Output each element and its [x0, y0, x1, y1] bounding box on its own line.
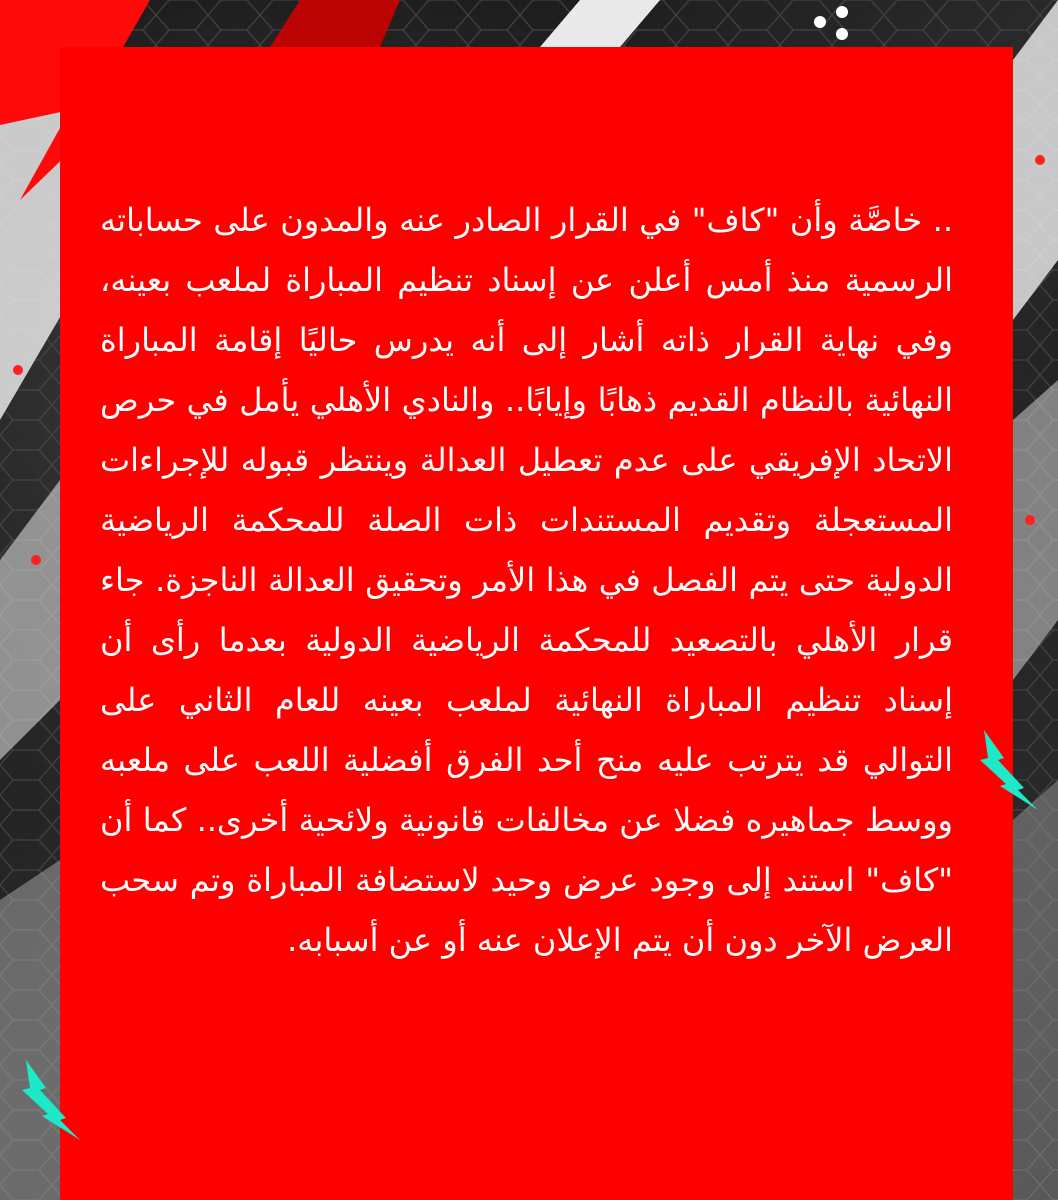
- cyan-lightning-icon: [20, 1060, 80, 1140]
- article-body-text: .. خاصَّة وأن "كاف" في القرار الصادر عنه والمدون على حساباته الرسمية منذ أمس أعلن عن إسناد تنظيم المباراة لملعب بعينه، وفي نهاية القرار ذاته أشار إلى أنه يدرس حاليًا إقامة المباراة النهائية بالنظام القديم ذهابًا وإيابًا.. والنادي الأهلي يأمل في حرص الاتحاد الإفريقي على عدم تعطيل العدالة وينتظر قبوله للإجراءات المستعجلة وتقديم المستندات ذات الصلة للمحكمة الرياضية الدولية حتى يتم الفصل في هذا الأمر وتحقيق العدالة الناجزة. جاء قرار الأهلي بالتصعيد للمحكمة الرياضية الدولية بعدما رأى أن إسناد تنظيم المباراة النهائية لملعب بعينه للعام الثاني على التوالي قد يترتب عليه منح أحد الفرق أفضلية اللعب على ملعبه ووسط جماهيره فضلا عن مخالفات قانونية ولائحية أخرى.. كما أن "كاف" استند إلى وجود عرض وحيد لاستضافة المباراة وتم سحب العرض الآخر دون أن يتم الإعلان عنه أو عن أسبابه.: [100, 201, 953, 959]
- cyan-lightning-icon: [978, 730, 1038, 810]
